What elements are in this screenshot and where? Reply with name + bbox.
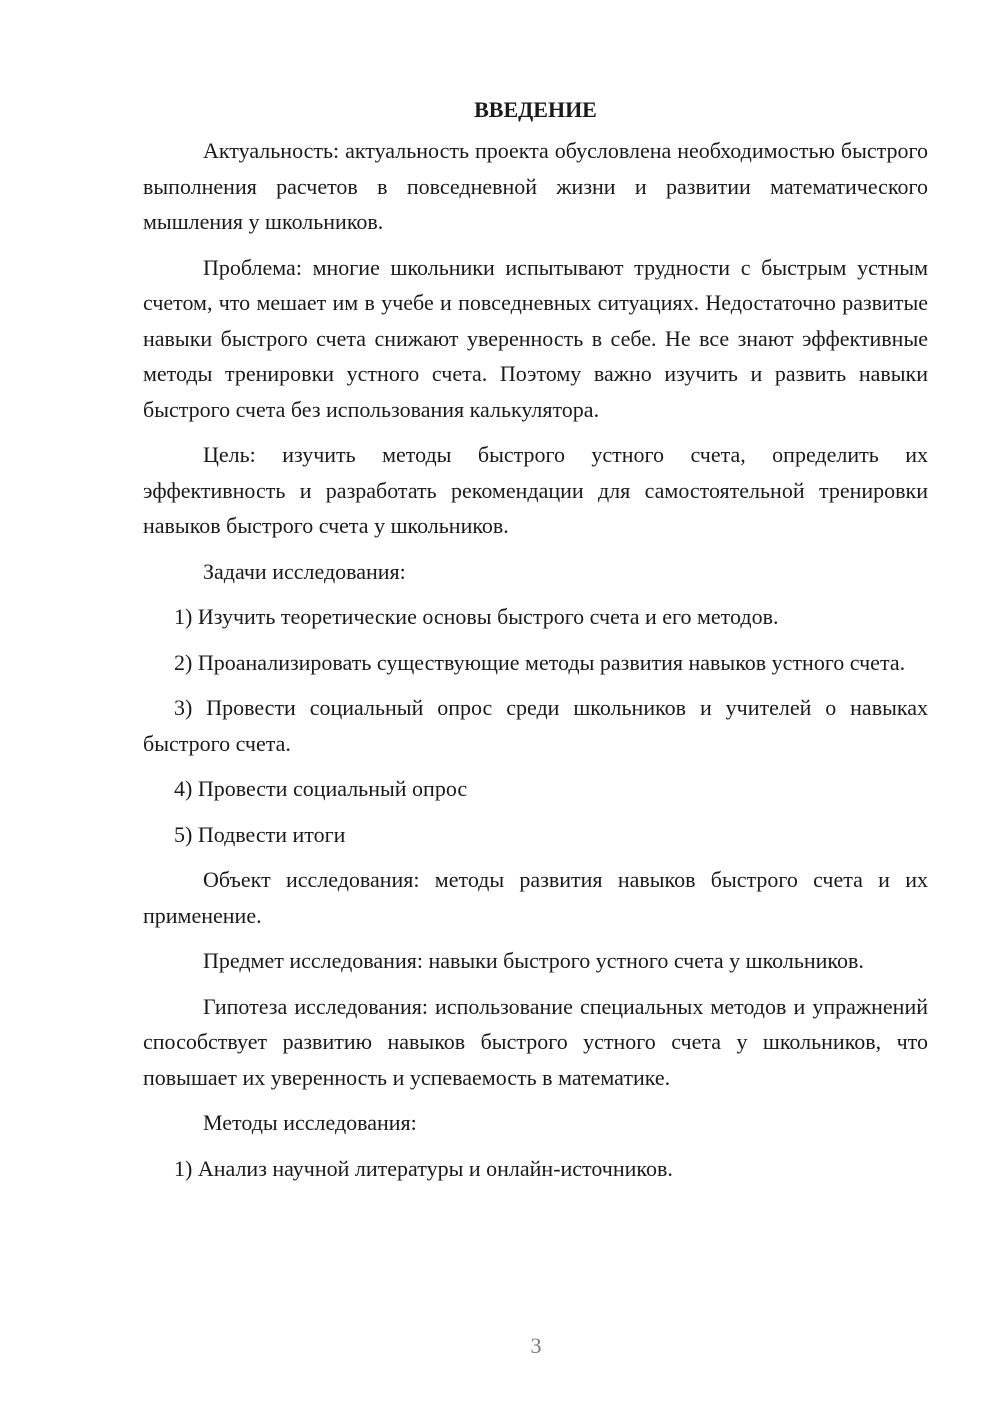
paragraph-goal: Цель: изучить методы быстрого устного счета, определить их эффективность и разработать рекомендации для самостоятельной тренировки навыков быстрого счета у школьников. — [143, 442, 928, 538]
document-page — [143, 92, 928, 1196]
page-heading: ВВЕДЕНИЕ — [474, 97, 597, 122]
method-item-1: 1) Анализ научной литературы и онлайн-источников. — [174, 1155, 673, 1181]
paragraph-hypothesis: Гипотеза исследования: использование специальных методов и упражнений способствует развитию навыков быстрого устного счета у школьников, что повышает их уверенность и успеваемость в математике. — [143, 993, 928, 1090]
paragraph-tasks-heading: Задачи исследования: — [203, 558, 406, 584]
paragraph-methods-heading: Методы исследования: — [203, 1110, 417, 1135]
paragraph-object: Объект исследования: методы развития навыков быстрого счета и их применение. — [143, 867, 928, 928]
task-item-5: 5) Подвести итоги — [174, 821, 346, 847]
document-body — [143, 133, 928, 1186]
page-number: 3 — [530, 1333, 542, 1358]
task-item-1: 1) Изучить теоретические основы быстрого счета и его методов. — [174, 604, 779, 629]
task-item-3: 3) Провести социальный опрос среди школьников и учителей о навыках быстрого счета. — [143, 695, 928, 756]
paragraph-relevance: Актуальность: актуальность проекта обусловлена необходимостью быстрого выполнения расчетов в повседневной жизни и развитии математического мышления у школьников. — [143, 138, 928, 234]
task-item-2: 2) Проанализировать существующие методы развития навыков устного счета. — [174, 649, 906, 675]
paragraph-subject: Предмет исследования: навыки быстрого устного счета у школьников. — [203, 948, 864, 973]
task-item-4: 4) Провести социальный опрос — [174, 776, 468, 801]
paragraph-problem: Проблема: многие школьники испытывают трудности с быстрым устным счетом, что мешает им в учебе и повседневных ситуациях. Недостаточно развитые навыки быстрого счета снижают уверенность в себе. Не все знают эффективные методы тренировки устного счета. Поэтому важно изучить и развить навыки быстрого счета без использования калькулятора. — [143, 254, 928, 422]
